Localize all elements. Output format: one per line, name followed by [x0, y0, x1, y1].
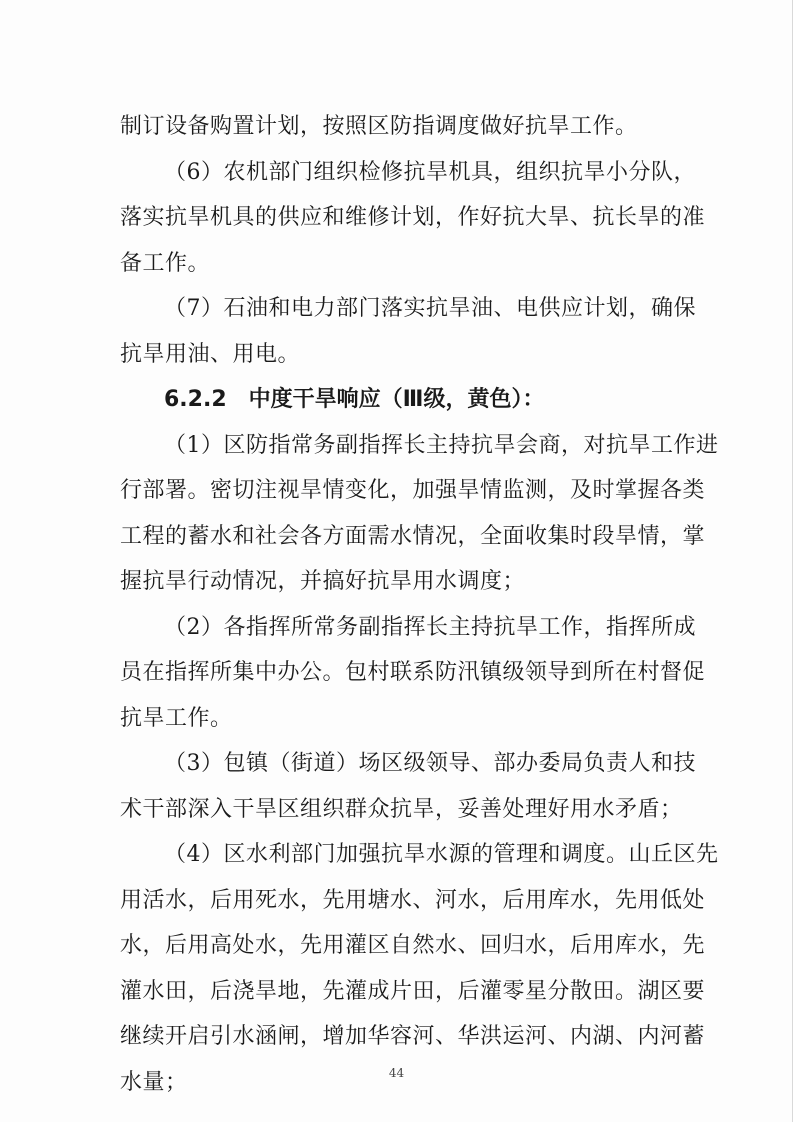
paragraph-line: 抗旱工作。: [120, 705, 233, 731]
section-title: 中度干旱响应（Ⅲ级，黄色）：: [248, 387, 545, 412]
paragraph-line: 用活水，后用死水，先用塘水、河水，后用库水，先用低处: [120, 887, 706, 913]
page-body: [120, 104, 719, 1105]
paragraph-line: 工程的蓄水和社会各方面需水情况，全面收集时段旱情，掌: [120, 523, 706, 549]
page-number: 44: [388, 1066, 405, 1080]
paragraph-line: 灌水田，后浇旱地，先灌成片田，后灌零星分散田。湖区要: [120, 978, 706, 1004]
paragraph-line: 落实抗旱机具的供应和维修计划，作好抗大旱、抗长旱的准: [120, 205, 706, 230]
paragraph-line: （1）区防指常务副指挥长主持抗旱会商，对抗旱工作进: [164, 432, 719, 458]
paragraph-line: 制订设备购置计划，按照区防指调度做好抗旱工作。: [120, 114, 638, 139]
paragraph-line: 抗旱用油、用电。: [120, 341, 301, 367]
paragraph-line: （6）农机部门组织检修抗旱机具，组织抗旱小分队，: [164, 159, 696, 185]
paragraph-line: 继续开启引水涵闸，增加华容河、华洪运河、内湖、内河蓄: [120, 1024, 706, 1049]
paragraph-line: 水量；: [120, 1069, 188, 1095]
paragraph-line: （7）石油和电力部门落实抗旱油、电供应计划，确保: [164, 296, 696, 321]
paragraph-line: （3）包镇（街道）场区级领导、部办委局负责人和技: [164, 751, 696, 776]
paragraph-line: （2）各指挥所常务副指挥长主持抗旱工作，指挥所成: [164, 614, 696, 640]
section-number: 6.2.2: [164, 387, 227, 412]
paragraph-line: （4）区水利部门加强抗旱水源的管理和调度。山丘区先: [164, 842, 719, 867]
paragraph-line: 术干部深入干旱区组织群众抗旱，妥善处理好用水矛盾；: [120, 796, 683, 822]
paragraph-line: 员在指挥所集中办公。包村联系防汛镇级领导到所在村督促: [120, 660, 706, 685]
section-heading: [120, 377, 668, 423]
paragraph-line: 备工作。: [120, 250, 211, 276]
paragraph-line: 握抗旱行动情况，并搞好抗旱用水调度；: [120, 569, 526, 594]
paragraph-line: 水，后用高处水，先用灌区自然水、回归水，后用库水，先: [120, 933, 706, 958]
paragraph-line: 行部署。密切注视旱情变化，加强旱情监测，及时掌握各类: [120, 478, 706, 503]
